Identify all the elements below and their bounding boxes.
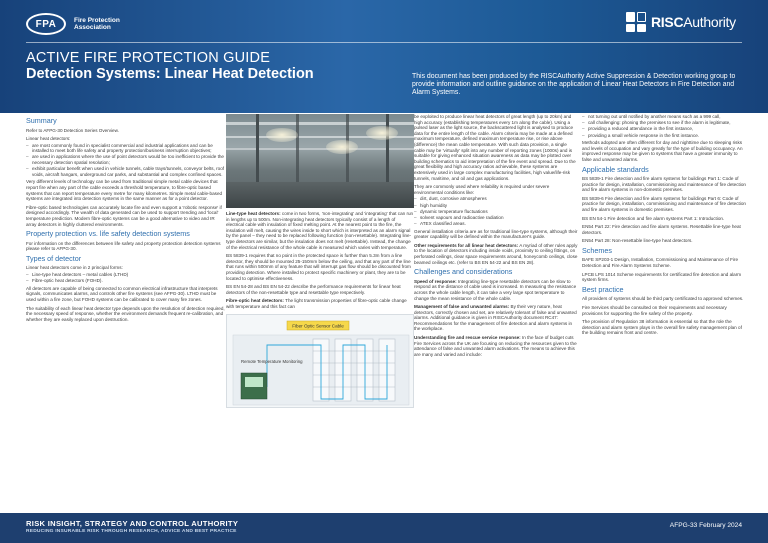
methods-paragraph: Methods adopted are often different for day and nighttime due to sleeping risks and levels of occupation and vary greatly for the type of building occupancy. An improved response may be given to systems that have a greater immunity to false and unwanted alarms. [582, 140, 743, 162]
riscauthority-logo [626, 12, 736, 32]
column-1 [26, 114, 226, 325]
header-divider [26, 42, 742, 43]
other-requirements: Other requirements for all linear heat detectors: A myriad of other rules apply to the location of detectors including inside voids, proximity to ceiling fittings, on perforated ceilings, clear space requirements around, honeycomb ceilings, close beamed ceilings etc. (refer to BS EN 54-22 and BS EN 28). [414, 242, 578, 265]
types-bullet-list [26, 272, 226, 284]
fire-service-response: Understanding fire and rescue service response: In the face of budget cuts Fire Services across the UK are focusing on reducing the resources given to the attendance of false and unwanted alarm activations. The means to achieve this are many and varied and include: [414, 335, 577, 357]
fibre-optic-diagram [226, 314, 414, 408]
column-2 [226, 114, 414, 408]
summary-heading: Summary [26, 116, 57, 125]
list-item: – not turning out until notified by another means such as a 999 call, [582, 114, 746, 120]
conditions-bullet-list [414, 196, 578, 226]
lhd-intro: Linear heat detectors: [26, 136, 71, 142]
diagram-label: Remote Temperature Monitoring [241, 358, 303, 364]
list-item: – dirt, dust, corrosive atmospheres [414, 196, 578, 202]
list-item: – providing a reduced attendance in the first instance, [582, 126, 746, 132]
column-4 [582, 114, 746, 339]
footer-title: RISK INSIGHT, STRATEGY AND CONTROL AUTHORITY [26, 519, 239, 528]
standard-item: BS 5839-6 Fire detection and fire alarm systems for buildings Part 6: Code of practice for design, installation, commissioning and maintenance of fire detection and fire alarm systems in domestic premises. [582, 195, 746, 212]
severe-conditions-intro: They are commonly used where reliability is required under severe environmental conditions like: [414, 184, 550, 195]
list-item: – exhibit particular benefit when used in vehicle tunnels, cable trays/tunnels, conveyor belts, roof voids, aircraft hangars, underground car parks, and substantial and complex confined spaces. [26, 166, 226, 177]
list-item: – high humidity [414, 203, 578, 209]
ltd-paragraph: Line-type heat detectors: come in two forms, 'non-integrating' and 'integrating' that can run in lengths up to 500m. Non-integrating heat detectors typically consist of a length of electrical cable with insulation of fixed melting point. At the nearest point to the fire, the insulation will melt, causing the wires inside to short which is interpreted as an alarm signal by the panel – they need to be replaced following function (non-resettable). Integrating line-type detectors are similar, but the insulation does not melt (resettable). Instead, the change of the electrical resistance of the whole cable is measured which varies with temperature. [226, 211, 414, 250]
challenges-heading: Challenges and considerations [414, 267, 513, 277]
types-intro: Linear heat detectors come in 2 principal forms: [26, 265, 123, 271]
scheme-item: BAFE SP203-1 Design, Installation, Commissioning and Maintenance of Fire Detection and Fire Alarm Systems Scheme. [582, 257, 739, 269]
list-item: – providing a small vehicle response in the first instance. [582, 133, 746, 139]
scheme-item: LPCB LPS 1014 Scheme requirements for certificated fire detection and alarm system firms. [582, 271, 742, 283]
column-3 [414, 114, 578, 360]
diagram-title: Fiber Optic Sensor Cable [292, 323, 344, 328]
footer-subtitle: REDUCING INSURABLE RISK THROUGH RESEARCH, ADVICE AND BEST PRACTICE [26, 529, 237, 534]
list-item: – are most commonly found in specialist commercial and industrial applications and can be installed to meet both life safety and property protection/business interruption objectives; [26, 143, 226, 154]
fohd-paragraph: Fibre-optic heat detectors: The light transmission properties of fibre-optic cable change with temperature and this fact can [226, 298, 407, 309]
types-para-2: The suitability of each linear heat detector type depends upon the resolution of detection required, the necessary speed of response, whether the environment demands frequent re-calibration, and whether they are easily replaced upon destruction. [26, 305, 225, 322]
document-reference: AFPG-33 February 2024 [669, 522, 742, 529]
best-practice-item: Fire Services should be consulted on their requirements and necessary provisions for supporting the fire safety of the property. [582, 304, 727, 316]
guide-subtitle: Detection Systems: Linear Heat Detection [26, 66, 314, 82]
property-vs-life-heading: Property protection vs. life safety detection systems [26, 229, 190, 239]
fpa-logo-mark: FPA [26, 13, 66, 35]
guide-title: ACTIVE FIRE PROTECTION GUIDE [26, 50, 271, 66]
standard-item: EN54 Part 22: Fire detection and fire alarm systems. Resettable line-type heat detectors. [582, 224, 741, 235]
list-item: – solvent vapours and radioactive radiation [414, 215, 578, 221]
lhd-bullet-list [26, 143, 226, 178]
response-bullet-list [582, 114, 746, 138]
standard-item: BS EN 54-1 Fire detection and fire alarm systems Part 1: Introduction. [582, 215, 725, 221]
installation-criteria: General installation criteria are as for traditional line-type systems, although their greater capability will be defined within the manufacturer's guide. [414, 228, 578, 240]
fpa-logo [26, 13, 120, 35]
property-vs-life-text: For information on the differences between life safety and property protection detection systems please refer to AFPG-30. [26, 240, 221, 252]
list-item: – ATEX classified areas. [414, 221, 578, 227]
bs-en54-paragraph: BS EN 54-28 and BS EN 54-22 describe the performance requirements for linear heat detectors of the non-resettable type and resettable type respectively. [226, 284, 401, 295]
list-item: – dynamic temperature fluctuations [414, 209, 578, 215]
summary-ref: Refer to AFPG-30 Detection Series Overview. [26, 127, 119, 133]
types-para-1: All detectors are capable of being connected to common electrical infrastructure that interprets signals, communicates alarms, and controls other fire systems (see AFPG-30). LTHD must be used within a fire zone, but FOHD systems can be calibrated to cover many fire zones. [26, 285, 218, 302]
intro-text: This document has been produced by the RISCAuthority Active Suppression & Detection working group to provide information and outline guidance on the application of Linear Heat Detectors in Fire Detection and Alarm Systems. [412, 73, 736, 97]
schemes-heading: Schemes [582, 245, 612, 255]
list-item: – Fibre-optic heat detectors (FOHD). [26, 278, 226, 284]
summary-para-1: Very different levels of technology can be used from traditional simple metal cable devices that report fire when any part of the cable exceeds a threshold temperature, to fibre-optic based systems that can report temperature every metre for many kilometres. Simple metal cable-based systems are integrated into detection systems in the same manner as for a point detector. [26, 179, 223, 202]
footer-bar [0, 513, 768, 543]
standard-item: BS 5839-1 Fire detection and fire alarm systems for buildings Part 1: Code of practice for design, installation, commissioning and maintenance of fire detection and fire alarm systems in non-domestic premises. [582, 176, 746, 193]
bs5839-paragraph: BS 5839-1 requires that no point in the protected space is further than 5.3m from a line detector, they should be mounted 25-150mm below the ceiling, and that any part of the line that runs within 500mm of any feature that will interrupt gas flow should be discounted from providing detection. Where installed to protect specific machinery or plant, they are to be located to optimise effectiveness. [226, 253, 411, 281]
list-item: – Line-type heat detectors – metal cables (LTHD) [26, 272, 226, 278]
standard-item: EN54 Part 28: Non-resettable line-type heat detectors. [582, 238, 693, 244]
best-practice-item: The provision of Regulation 38 information is essential so that the role the detection and alarm system plays in the overall fire safety management plan of the building remains front and centre. [582, 319, 742, 336]
list-item: – call challenging: phoning the premises to see if the alarm is legitimate, [582, 120, 746, 126]
riscauthority-logo-icon [626, 12, 646, 32]
riscauthority-logo-text: RISCAuthority [651, 14, 736, 30]
types-heading: Types of detector [26, 253, 82, 263]
speed-of-response: Speed of response: Integrating line-type resettable detectors can be slow to respond as the distance of cable used is increased. In measuring the resistance across the whole cable length, it can take a very large spot temperature to change the mean resistance of the whole cable. [414, 278, 577, 301]
summary-para-2: Fibre-optic based technologies can accurately locate fire and even support a 'robotic response' if designed accordingly. The wealth of data generated can be used to support trending and 'local' temperature prediction. Modern fibre-optic systems can be a good alternative to video and IR array detectors in highly cluttered environments. [26, 204, 222, 227]
fpa-logo-text: Fire Protection Association [74, 16, 120, 31]
best-practice-heading: Best practice [582, 284, 624, 294]
list-item: – are used in applications where the use of point detectors would be too inefficient to provide the necessary detection spatial resolution; [26, 154, 226, 165]
standards-heading: Applicable standards [582, 164, 649, 174]
best-practice-item: All providers of systems should be third party certificated to approved schemes. [582, 296, 744, 302]
tunnel-photo [226, 114, 414, 208]
fohd-continued: be exploited to produce linear heat detectors of great length (up to 20km) and high accuracy (establishing temperatures every 1m along the cable). Using a pulsed laser as the light source, the backscattered light is analysed to produce data for the entire length of the cable. Alarm criteria may be made at a defined maximum temperature, defined maximum temperature rise, or rise above (difference) the mean cable temperature. With such data provision, a single cable may be 'virtually' split into any number of reporting zones (1000s) and is suitable for giving enhanced situation awareness as data may be plotted over building schematics to aid interpretation of the fire event and spread. Due to the great flexibility and high accuracy ratios achievable, these systems are extensively used in large complex manufacturing facilities, high value/life-risk tunnels, maritime, and oil and gas applications. [414, 114, 576, 181]
false-alarms: Management of false and unwanted alarms: By their very nature, heat detectors, correctly chosen and set, are relatively tolerant of false and unwanted alarms. Additional guidance is given in RISCAuthority document RC47: Recommendations for the management of fire detection and alarm systems in the workplace. [414, 304, 577, 332]
